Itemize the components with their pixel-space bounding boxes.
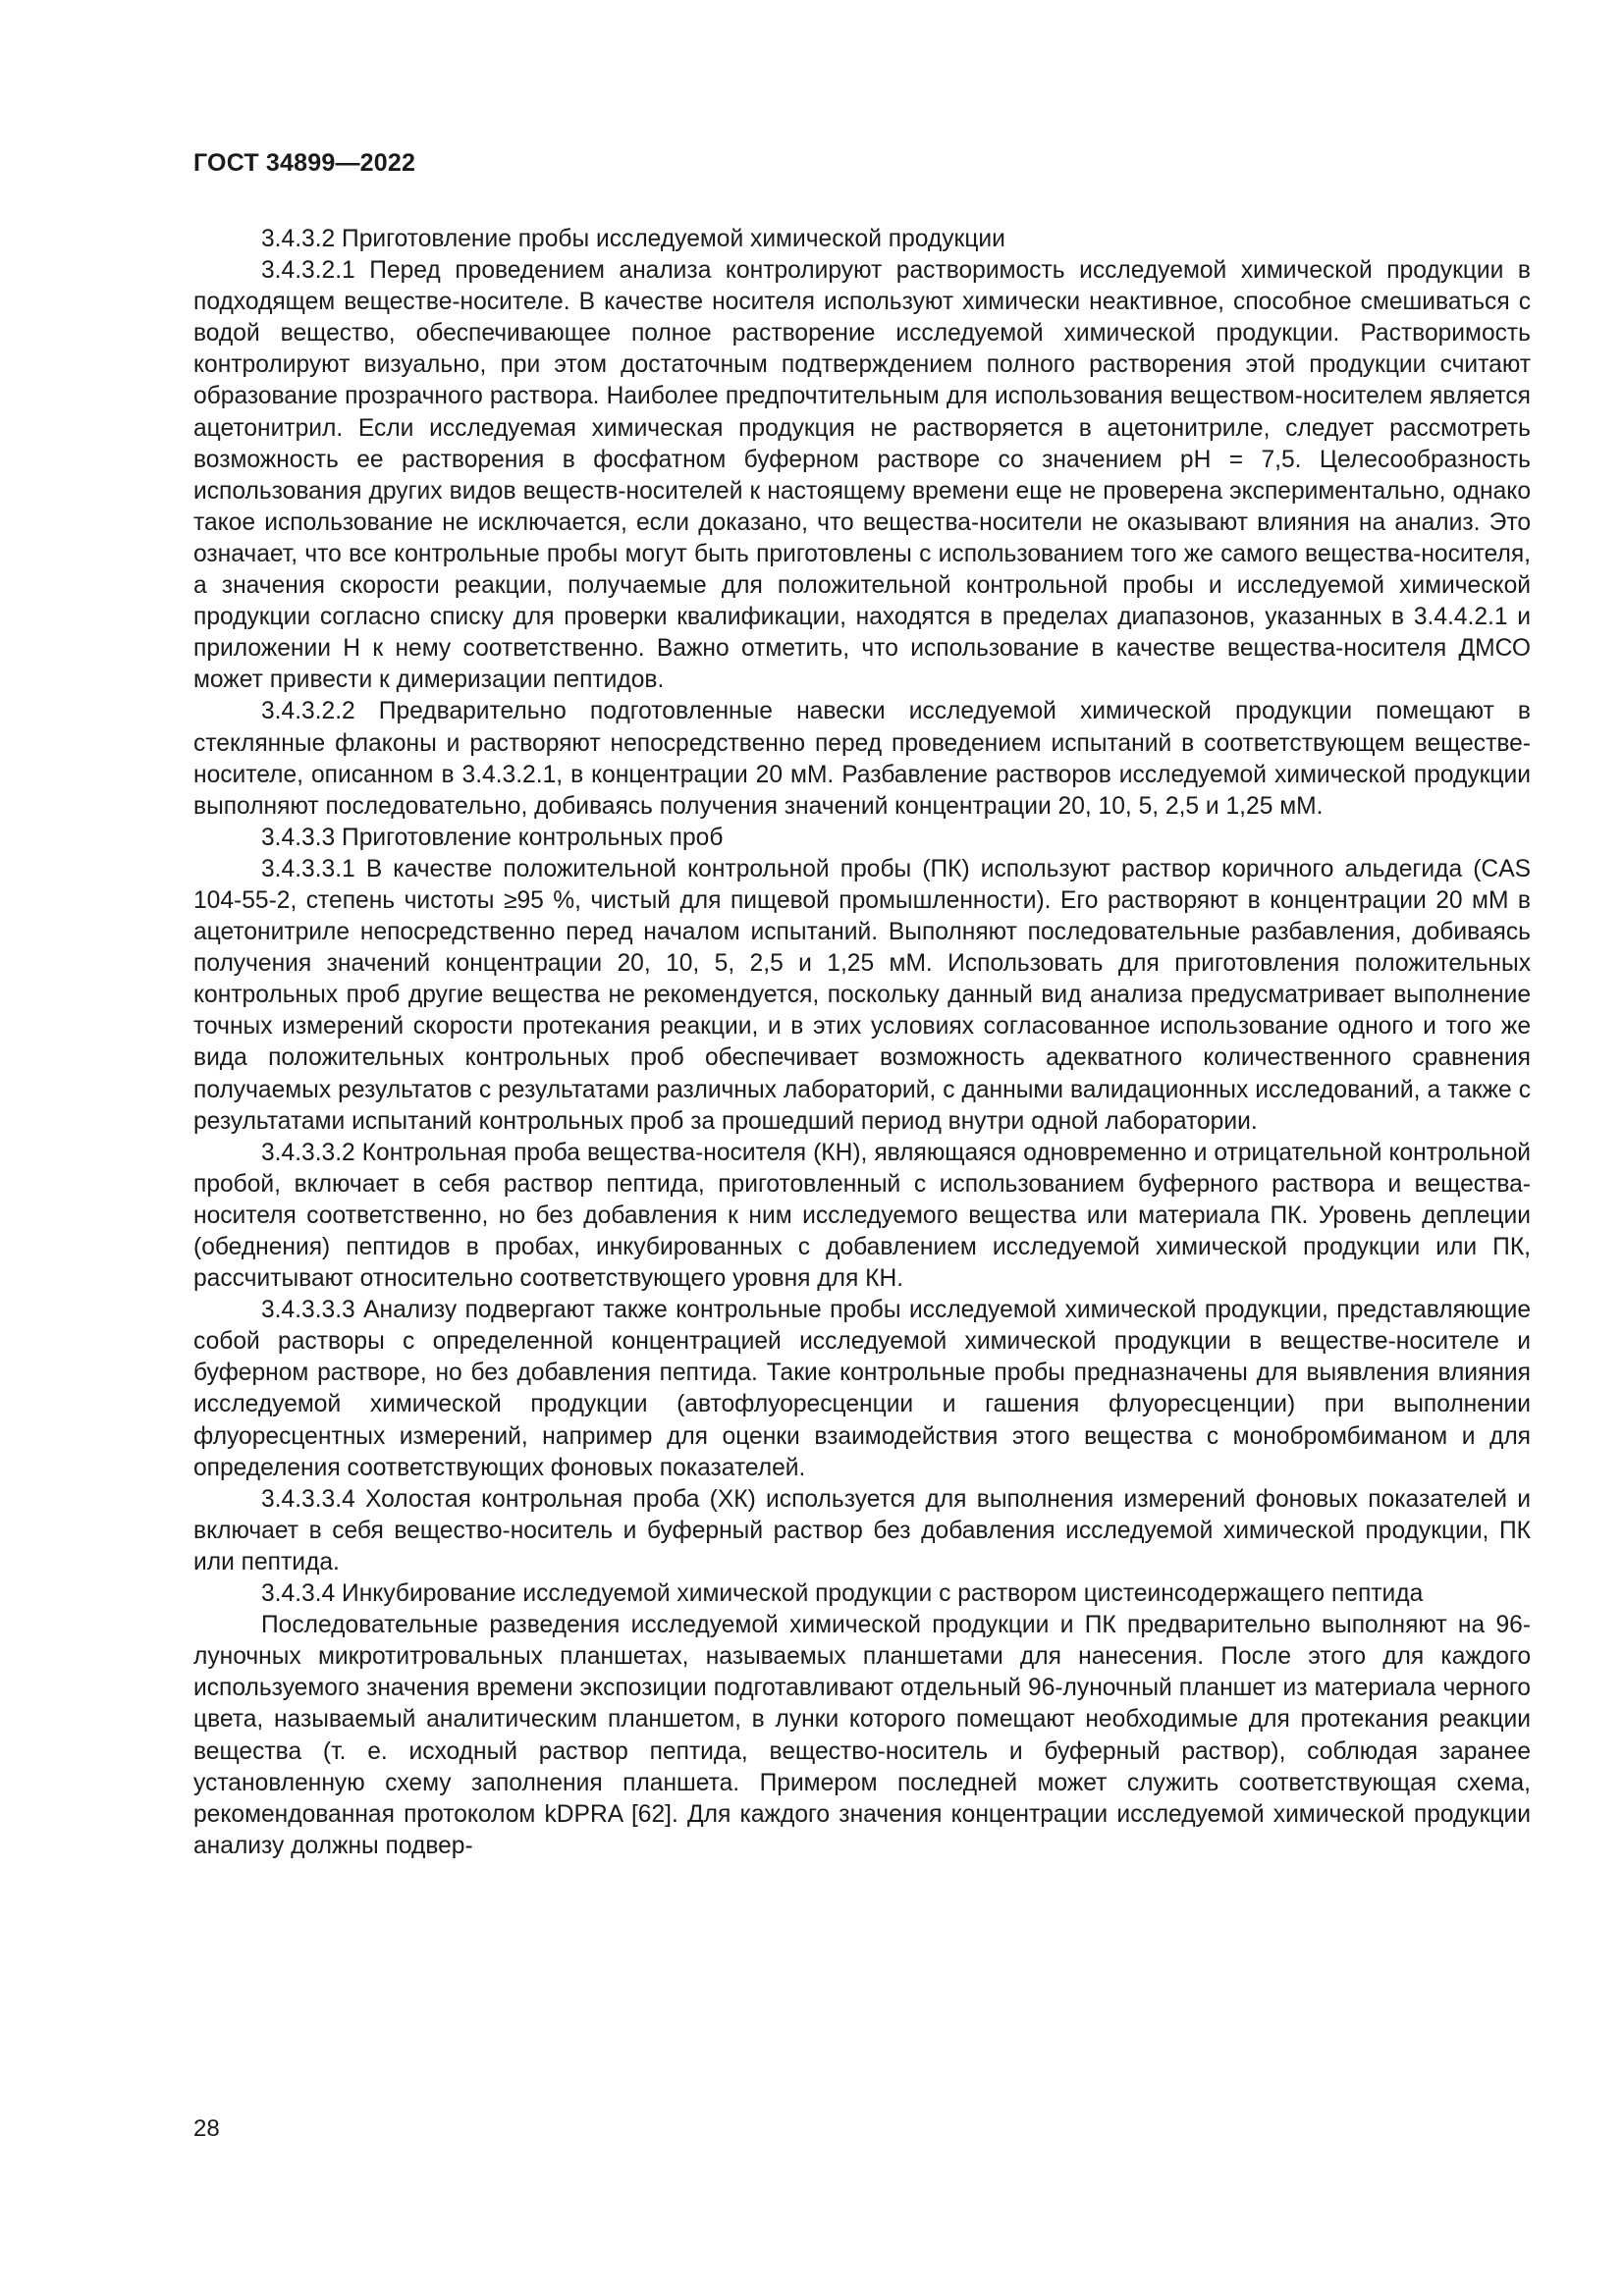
section-heading-3-4-3-3: 3.4.3.3 Приготовление контрольных проб bbox=[261, 824, 724, 851]
section-heading-3-4-3-4: 3.4.3.4 Инкубирование исследуемой химической продукции с раствором цистеинсодержащего пептида bbox=[261, 1580, 1424, 1608]
paragraph-3-4-3-3-4: 3.4.3.3.4 Холостая контрольная проба (ХК) используется для выполнения измерений фоновых показателей и включает в себя вещество-носитель и буферный раствор без добавления исследуемой химической продукции, ПК или пептида. bbox=[193, 1485, 1531, 1575]
paragraph-3-4-3-3-2: 3.4.3.3.2 Контрольная проба вещества-носителя (КН), являющаяся одновременно и отрицательной контрольной пробой, включает в себя раствор пептида, приготовленный с использованием буферного раствора и вещества-носителя соответственно, но без добавления к ним исследуемого вещества или материала ПК. Уровень деплеции (обеднения) пептидов в пробах, инкубированных с добавлением исследуемой химической продукции или ПК, рассчитывают относительно соответствующего уровня для КН. bbox=[193, 1139, 1531, 1293]
section-heading-3-4-3-2: 3.4.3.2 Приготовление пробы исследуемой химической продукции bbox=[261, 226, 1005, 252]
paragraph-3-4-3-2-1: 3.4.3.2.1 Перед проведением анализа контролируют растворимость исследуемой химической продукции в подходящем веществе-носителе. В качестве носителя используют химически неактивное, способное смешиваться с водой вещество, обеспечивающее полное растворение исследуемой химической продукции. Растворимость контролируют визуально, при этом достаточным подтверждением полного растворения этой продукции считают образование прозрачного раствора. Наиболее предпочтительным для использования веществом-носителем является ацетонитрил. Если исследуемая химическая продукция не растворяется в ацетонитриле, следует рассмотреть возможность ее растворения в фосфатном буферном растворе со значением pH = 7,5. Целесообразность использования других видов веществ-носителей к настоящему времени еще не проверена экспериментально, однако такое использование не исключается, если доказано, что вещества-носители не оказывают влияния на анализ. Это означает, что все контрольные пробы могут быть приготовлены с использованием того же самого вещества-носителя, а значения скорости реакции, получаемые для положительной контрольной пробы и исследуемой химической продукции согласно списку для проверки квалификации, находятся в пределах диапазонов, указанных в 3.4.4.2.1 и приложении Н к нему соответственно. Важно отметить, что использование в качестве вещества-носителя ДМСО может привести к димеризации пептидов. bbox=[193, 257, 1531, 694]
paragraph-3-4-3-3-1: 3.4.3.3.1 В качестве положительной контрольной пробы (ПК) используют раствор коричного альдегида (CAS 104-55-2, степень чистоты ≥95 %, чистый для пищевой промышленности). Его растворяют в концентрации 20 мМ в ацетонитриле непосредственно перед началом испытаний. Выполняют последовательные разбавления, добиваясь получения значений концентрации 20, 10, 5, 2,5 и 1,25 мМ. Использовать для приготовления положительных контрольных проб другие вещества не рекомендуется, поскольку данный вид анализа предусматривает выполнение точных измерений скорости протекания реакции, и в этих условиях согласованное использование одного и того же вида положительных контрольных проб обеспечивает возможность адекватного количественного сравнения получаемых результатов с результатами различных лабораторий, с данными валидационных исследований, а также с результатами испытаний контрольных проб за прошедший период внутри одной лаборатории. bbox=[193, 855, 1531, 1135]
document-header: ГОСТ 34899—2022 bbox=[193, 149, 416, 177]
page-number: 28 bbox=[193, 2115, 220, 2142]
document-body bbox=[193, 224, 1531, 1862]
paragraph-incubation-text: Последовательные разведения исследуемой химической продукции и ПК предварительно выполняют на 96-луночных микротитровальных планшетах, называемых планшетами для нанесения. После этого для каждого используемого значения времени экспозиции подготавливают отдельный 96-луночный планшет из материала черного цвета, называемый аналитическим планшетом, в лунки которого помещают необходимые для протекания реакции вещества (т. е. исходный раствор пептида, вещество-носитель и буферный раствор), соблюдая заранее установленную схему заполнения планшета. Примером последней может служить соответствующая схема, рекомендованная протоколом kDPRA [62]. Для каждого значения концентрации исследуемой химической продукции анализу должны подвер- bbox=[193, 1612, 1531, 1859]
paragraph-3-4-3-2-2: 3.4.3.2.2 Предварительно подготовленные навески исследуемой химической продукции помещают в стеклянные флаконы и растворяют непосредственно перед проведением испытаний в соответствующем веществе-носителе, описанном в 3.4.3.2.1, в концентрации 20 мМ. Разбавление растворов исследуемой химической продукции выполняют последовательно, добиваясь получения значений концентрации 20, 10, 5, 2,5 и 1,25 мМ. bbox=[193, 698, 1531, 820]
paragraph-3-4-3-3-3: 3.4.3.3.3 Анализу подвергают также контрольные пробы исследуемой химической продукции, представляющие собой растворы с определенной концентрацией исследуемой химической продукции в веществе-носителе и буферном растворе, но без добавления пептида. Такие контрольные пробы предназначены для выявления влияния исследуемой химической продукции (автофлуоресценции и гашения флуоресценции) при выполнении флуоресцентных измерений, например для оценки взаимодействия этого вещества с монобромбиманом и для определения соответствующих фоновых показателей. bbox=[193, 1297, 1531, 1481]
